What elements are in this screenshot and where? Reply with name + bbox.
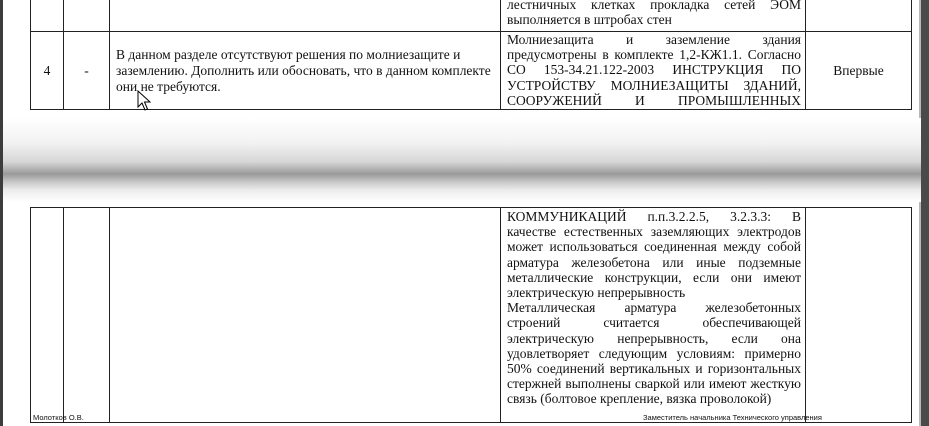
answer-line: УСТРОЙСТВУ МОЛНИЕЗАЩИТЫ ЗДАНИЙ, <box>507 77 801 93</box>
answer-line: СО 153-34.21.122-2003 ИНСТРУКЦИЯ ПО <box>507 62 801 78</box>
cell-status <box>806 208 912 423</box>
answer-line: может использоваться соединенная между собой <box>507 239 801 255</box>
answer-line: связь (болтовое крепление, вязка проволокой) <box>507 391 772 407</box>
answer-line: лестничных клетках прокладка сетей ЭОМ <box>507 0 801 12</box>
answer-line: стержней выполнены сваркой или имеют жесткую <box>507 376 801 392</box>
cell-number <box>31 208 64 423</box>
window-edge-left <box>0 0 3 426</box>
footer-author: Молотков О.В. <box>33 413 84 422</box>
answer-line: Металлическая арматура железобетонных <box>507 300 801 316</box>
window-edge-right <box>921 0 929 426</box>
mouse-pointer-icon <box>137 90 151 112</box>
answer-line: удовлетворяет следующим условиям: примерно <box>507 345 801 361</box>
answer-line: КОММУНИКАЦИЙ п.п.3.2.2.5, 3.2.3.3: В <box>507 209 801 224</box>
cell-remark <box>110 32 501 110</box>
row-dash: - <box>64 32 110 110</box>
row-status: Впервые <box>806 32 912 110</box>
answer-line: арматура железобетона или иные подземные <box>507 254 801 270</box>
table-row <box>31 0 912 32</box>
answer-line: предусмотрены в комплекте 1,2-КЖ1.1. Согласно <box>507 47 801 63</box>
cell-dash <box>64 208 110 423</box>
cell-answer <box>501 32 806 110</box>
answer-line: Молниезащита и заземление здания <box>507 32 801 47</box>
answer-line: СООРУЖЕНИЙ И ПРОМЫШЛЕННЫХ <box>507 92 801 108</box>
answer-line: электрическую непрерывность <box>507 285 686 301</box>
remarks-table-page-1 <box>30 0 912 110</box>
answer-line: строений считается обеспечивающей <box>507 315 801 331</box>
cell-answer <box>501 0 806 32</box>
answer-line: качестве естественных заземляющих электродов <box>507 224 801 240</box>
cell-number <box>31 0 64 32</box>
cell-remark <box>110 208 501 423</box>
table-row <box>31 208 912 423</box>
cell-remark <box>110 0 501 32</box>
cell-dash <box>64 0 110 32</box>
remarks-table-page-2 <box>30 207 912 423</box>
answer-line: выполняется в штробах стен <box>507 12 672 28</box>
row-number: 4 <box>31 32 64 110</box>
answer-line: 50% соединений вертикальных и горизонтальных <box>507 361 801 377</box>
answer-line: электрическую непрерывность, если она <box>507 330 801 346</box>
table-row <box>31 32 912 110</box>
cell-answer <box>501 208 806 423</box>
answer-line: металлические конструкции, если они имеют <box>507 269 801 285</box>
page-separator <box>3 118 921 202</box>
footer-position: Заместитель начальника Технического управления <box>643 413 822 422</box>
remark-text: В данном разделе отсутствуют решения по молниезащите и заземлению. Дополнить или обосновать, что в данном комплекте они не требуются. <box>116 47 491 94</box>
cell-status <box>806 0 912 32</box>
